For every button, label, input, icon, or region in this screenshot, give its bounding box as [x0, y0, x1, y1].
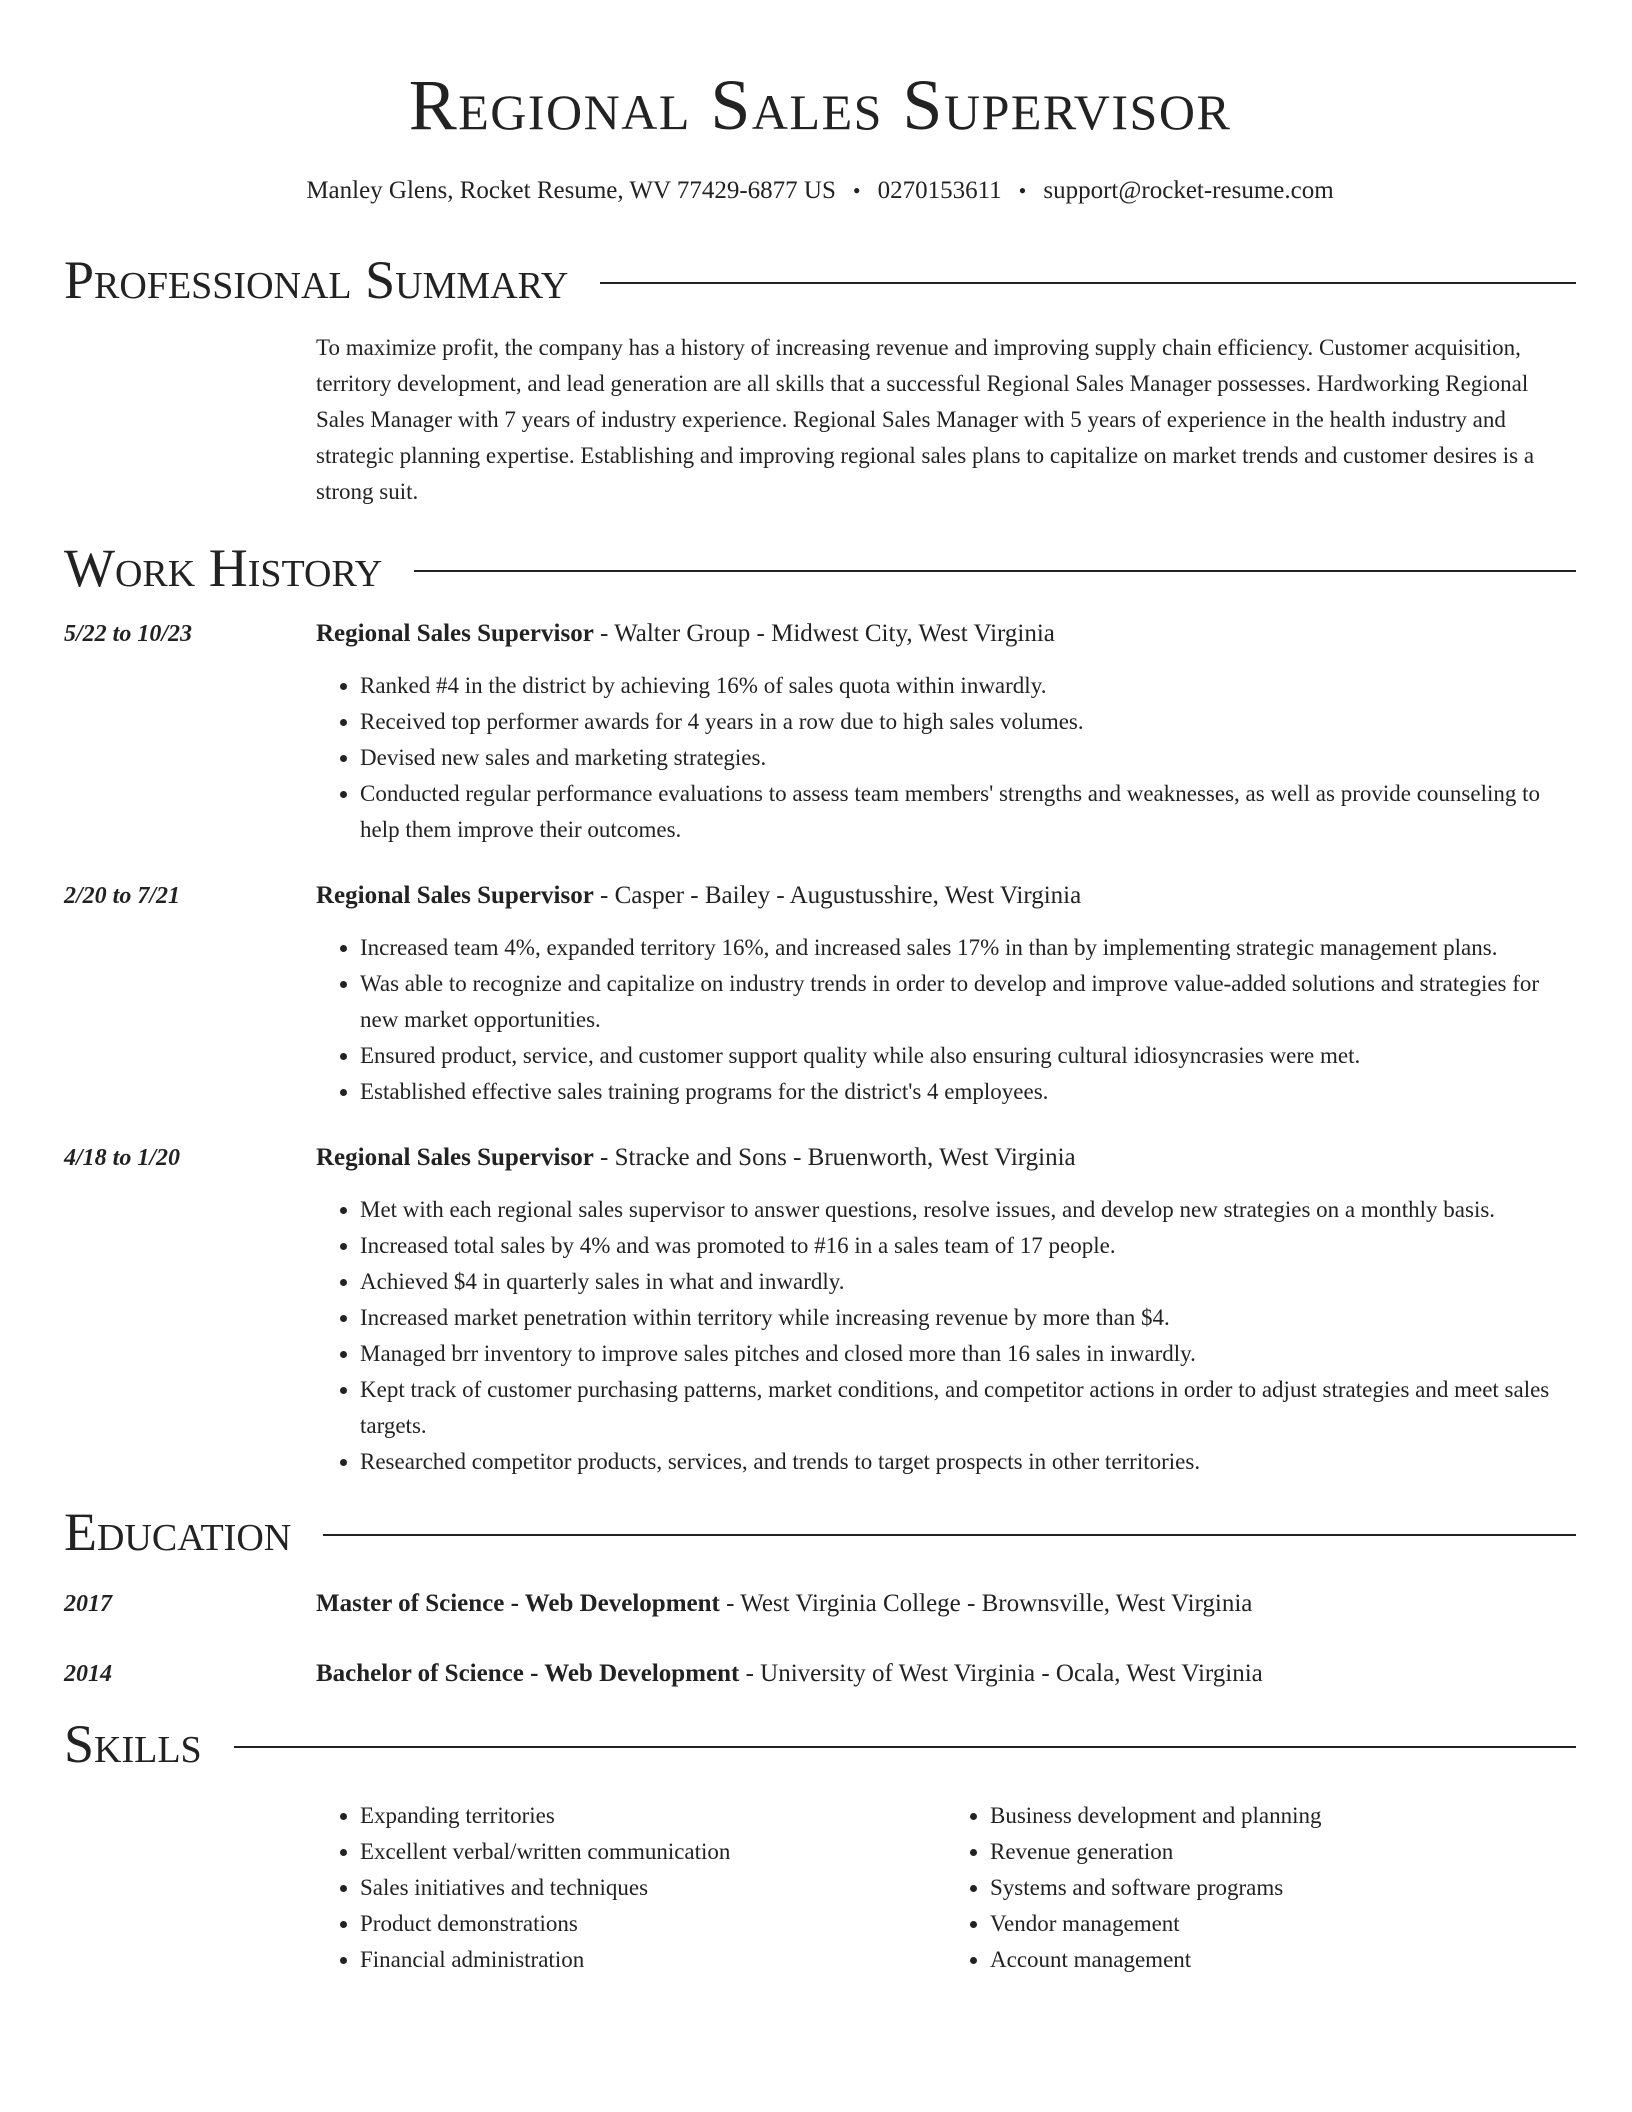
list-item: • Financial administration [360, 1942, 946, 1978]
work-bullets [316, 668, 1576, 848]
section-title: Education [64, 1502, 292, 1562]
list-item: • Expanding territories [360, 1798, 946, 1834]
summary-section-header [64, 250, 1576, 310]
section-title: Work History [64, 538, 383, 598]
list-item: • Sales initiatives and techniques [360, 1870, 946, 1906]
work-title [316, 616, 1576, 652]
work-date: 4/18 to 1/20 [64, 1145, 181, 1171]
work-details: - Casper - Bailey - Augustusshire, West Virginia [593, 882, 1082, 909]
work-date: 2/20 to 7/21 [64, 883, 181, 909]
education-year: 2017 [64, 1591, 112, 1617]
work-entry [64, 616, 1576, 848]
education-details: - University of West Virginia - Ocala, West Virginia [739, 1660, 1263, 1687]
work-bullets [316, 1192, 1576, 1480]
contact-line [64, 174, 1576, 208]
work-body [316, 616, 1576, 848]
contact-separator: • [852, 178, 861, 203]
list-item: • Kept track of customer purchasing patterns, market conditions, and competitor actions in order to adjust strategies and meet sales targets. [360, 1372, 1576, 1444]
education-section-header [64, 1502, 1576, 1562]
list-item: • Business development and planning [990, 1798, 1576, 1834]
work-details: - Walter Group - Midwest City, West Virginia [593, 620, 1055, 647]
list-item: • Managed brr inventory to improve sales pitches and closed more than 16 sales in inwardly. [360, 1336, 1576, 1372]
list-item: • Conducted regular performance evaluations to assess team members' strengths and weaknesses, as well as provide counseling to help them improve their outcomes. [360, 776, 1576, 848]
list-item: • Systems and software programs [990, 1870, 1576, 1906]
list-item: • Was able to recognize and capitalize on industry trends in order to develop and improve value-added solutions and strategies for new market opportunities. [360, 966, 1576, 1038]
contact-email: support@rocket-resume.com [1043, 177, 1334, 204]
list-item: • Product demonstrations [360, 1906, 946, 1942]
section-divider [600, 282, 1576, 284]
education-body [316, 1656, 1576, 1692]
list-item: • Account management [990, 1942, 1576, 1978]
education-year: 2014 [64, 1661, 112, 1687]
work-role: Regional Sales Supervisor [316, 1144, 594, 1171]
education-details: - West Virginia College - Brownsville, West Virginia [719, 1590, 1253, 1617]
skills-list [316, 1798, 1576, 1978]
education-degree: Bachelor of Science - Web Development [316, 1660, 740, 1687]
list-item: • Devised new sales and marketing strategies. [360, 740, 1576, 776]
work-body [316, 878, 1576, 1110]
section-title: Skills [64, 1714, 202, 1774]
section-divider [414, 570, 1576, 572]
list-item: • Increased total sales by 4% and was promoted to #16 in a sales team of 17 people. [360, 1228, 1576, 1264]
list-item: • Ensured product, service, and customer support quality while also ensuring cultural idiosyncrasies were met. [360, 1038, 1576, 1074]
work-role: Regional Sales Supervisor [316, 882, 594, 909]
work-entry [64, 1140, 1576, 1480]
list-item: • Vendor management [990, 1906, 1576, 1942]
list-item: • Excellent verbal/written communication [360, 1834, 946, 1870]
resume-page [64, 0, 1576, 2112]
list-item: • Increased market penetration within territory while increasing revenue by more than $4. [360, 1300, 1576, 1336]
work-title [316, 1140, 1576, 1176]
list-item: • Researched competitor products, services, and trends to target prospects in other territories. [360, 1444, 1576, 1480]
skills-column-left [316, 1798, 946, 1978]
work-role: Regional Sales Supervisor [316, 620, 594, 647]
work-title [316, 878, 1576, 914]
summary-text: To maximize profit, the company has a history of increasing revenue and improving supply chain efficiency. Customer acquisition, territory development, and lead generation are all skills that a successful Regional Sales Manager possesses. Hardworking Regional Sales Manager with 7 years of industry experience. Regional Sales Manager with 5 years of experience in the health industry and strategic planning expertise. Establishing and improving regional sales plans to capitalize on market trends and customer desires is a strong suit. [316, 335, 1535, 504]
list-item: • Achieved $4 in quarterly sales in what and inwardly. [360, 1264, 1576, 1300]
section-title: Professional Summary [64, 250, 569, 310]
education-title [316, 1586, 1576, 1622]
list-item: • Met with each regional sales supervisor to answer questions, resolve issues, and develop new strategies on a monthly basis. [360, 1192, 1576, 1228]
list-item: • Received top performer awards for 4 years in a row due to high sales volumes. [360, 704, 1576, 740]
list-item: • Revenue generation [990, 1834, 1576, 1870]
contact-phone: 0270153611 [877, 177, 1002, 204]
resume-name: Regional Sales Supervisor [408, 65, 1232, 145]
work-date: 5/22 to 10/23 [64, 621, 193, 647]
list-item: • Increased team 4%, expanded territory 16%, and increased sales 17% in than by implementing strategic management plans. [360, 930, 1576, 966]
education-title [316, 1656, 1576, 1692]
skills-section-header [64, 1714, 1576, 1774]
education-entry [64, 1656, 1576, 1692]
work-body [316, 1140, 1576, 1480]
section-divider [323, 1534, 1576, 1536]
work-section-header [64, 538, 1576, 598]
education-degree: Master of Science - Web Development [316, 1590, 720, 1617]
skills-column-right [946, 1798, 1576, 1978]
list-item: • Established effective sales training programs for the district's 4 employees. [360, 1074, 1576, 1110]
education-body [316, 1586, 1576, 1622]
contact-address: Manley Glens, Rocket Resume, WV 77429-6877 US [306, 177, 836, 204]
summary-block [316, 330, 1576, 510]
work-details: - Stracke and Sons - Bruenworth, West Virginia [593, 1144, 1076, 1171]
work-entry [64, 878, 1576, 1110]
education-entry [64, 1586, 1576, 1622]
section-divider [234, 1746, 1576, 1748]
contact-separator: • [1018, 178, 1027, 203]
list-item: • Ranked #4 in the district by achieving 16% of sales quota within inwardly. [360, 668, 1576, 704]
work-bullets [316, 930, 1576, 1110]
